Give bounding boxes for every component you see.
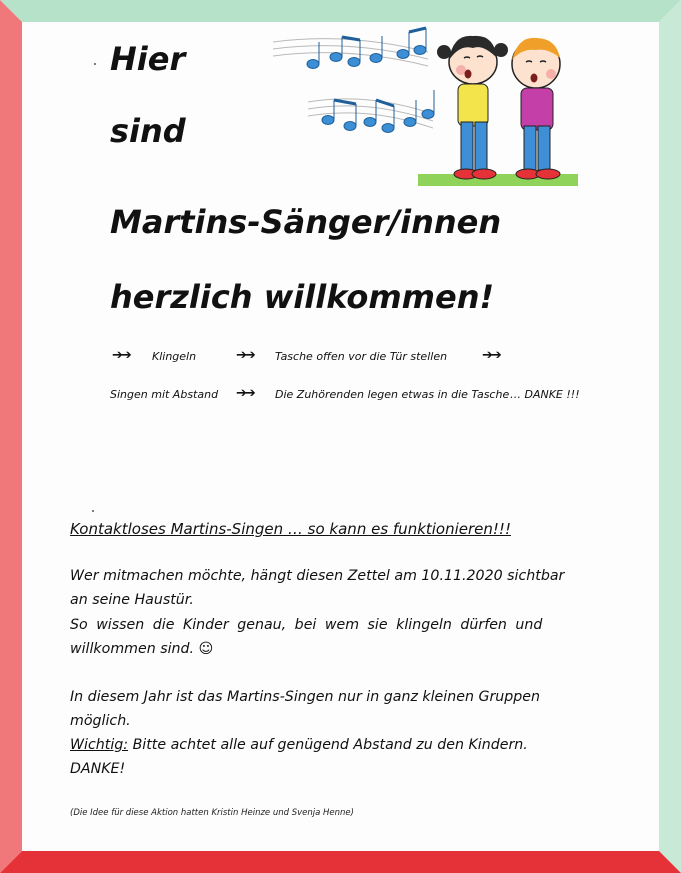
wichtig-text: Bitte achtet alle auf genügend Abstand zu den Kindern.	[128, 737, 528, 753]
step-singen: Singen mit Abstand	[110, 388, 219, 401]
arrow-icon: ➔➔	[236, 348, 254, 363]
girl-figure	[437, 36, 508, 179]
speck	[92, 510, 94, 512]
step-tasche: Tasche offen vor die Tür stellen	[275, 350, 448, 363]
music-notes-icon	[307, 28, 434, 133]
paragraph-3-line-2: möglich.	[70, 713, 131, 729]
arrow-icon: ➔➔	[112, 348, 130, 363]
section-heading: Kontaktloses Martins-Singen … so kann es funktionieren!!!	[70, 520, 511, 538]
paragraph-1-line-2: an seine Haustür.	[70, 592, 194, 608]
step-klingeln: Klingeln	[152, 350, 197, 363]
wichtig-line	[70, 734, 590, 756]
boy-figure	[512, 38, 560, 179]
paragraph-2-line-2: willkommen sind. ☺	[70, 641, 214, 657]
speck	[94, 63, 96, 65]
step-zuhoerende: Die Zuhörenden legen etwas in die Tasche	[275, 388, 510, 401]
headline-line-1: Hier	[110, 40, 186, 78]
singing-children-illustration	[268, 22, 588, 192]
wichtig-label: Wichtig:	[70, 737, 129, 753]
paragraph-1-line-1: Wer mitmachen möchte, hängt diesen Zettel am 10.11.2020 sichtbar	[70, 568, 565, 584]
headline-line-3: Martins-Sänger/innen	[110, 203, 502, 241]
paragraph-3-line-1: In diesem Jahr ist das Martins-Singen nur in ganz kleinen Gruppen	[70, 689, 541, 705]
headline-line-4: herzlich willkommen!	[110, 278, 495, 316]
footnote: (Die Idee für diese Aktion hatten Kristin Heinze und Svenja Henne)	[70, 808, 354, 818]
headline-line-2: sind	[110, 112, 186, 150]
danke-line: DANKE!	[70, 761, 126, 777]
step-danke: … DANKE !!!	[510, 388, 580, 401]
paragraph-2-line-1: So wissen die Kinder genau, bei wem sie klingeln dürfen und	[70, 617, 543, 633]
arrow-icon: ➔➔	[482, 348, 500, 363]
arrow-icon: ➔➔	[236, 386, 254, 401]
